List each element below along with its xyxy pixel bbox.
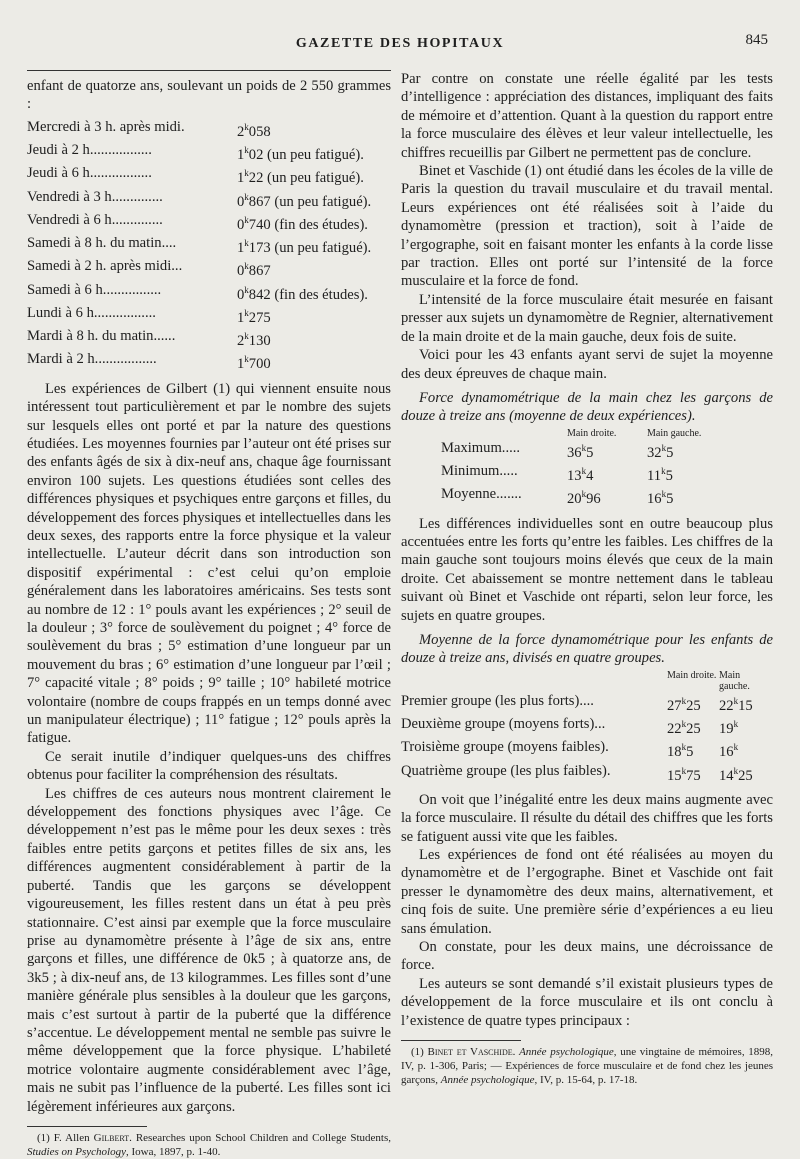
paragraph: Les chiffres de ces auteurs nous montrent clairement le développement des fonctions physiques avec l’âge. Ce développement n’est pas le même pour les deux sexes : très faibles entre petits garçons et petites filles de six ans, les différences augmentent considérablement à partir de la puberté. Tandis que les garçons se développent vigoureusement, les filles restent dans un état à peu près stationnaire. C’est ainsi par exemple que la force musculaire prise au dynamomètre présente à l’âge de six ans, entre garçons et filles, une différence de 0k5 ; à quatorze ans, de 3k5 ; à dix-neuf ans, de 13 kilogrammes. Les filles sont d’une manière générale plus sensibles à la douleur que les garçons, mais c’est surtout à partir de la puberté que la différence s’accentue. Le développement mental ne semble pas suivre le même développement que la force physique. L’habileté motrice volontaire augmente considérablement avec l’âge, mais ne subit pas l’influence de la puberté. Les filles sont ici légèrement inférieures aux garçons. bbox=[27, 785, 391, 1115]
table-row: Minimum..... 13$^k$4 11$^k$5 bbox=[441, 462, 673, 484]
paragraph: Ce serait inutile d’indiquer quelques-uns des chiffres obtenus pour faciliter la compréhension des résultats. bbox=[27, 748, 391, 784]
paragraph: Les expériences de fond ont été réalisées au moyen du dynamomètre et de l’ergographe. Binet et Vaschide ont fait presser le dynamomètre des deux mains, alternativement, et cinq fois de suite. Une première série d’expériences a eu lieu sans émulation. bbox=[401, 847, 773, 937]
table-header: Main droite. Main gauche. bbox=[567, 427, 702, 439]
table-row: Maximum..... 36$^k$5 32$^k$5 bbox=[441, 439, 674, 461]
journal-title: GAZETTE DES HOPITAUX bbox=[295, 36, 505, 51]
list-item: Samedi à 6 h................ 0$^k$842 (fin des études). bbox=[27, 281, 368, 303]
list-item: Vendredi à 6 h.............. 0$^k$740 (fin des études). bbox=[27, 211, 368, 233]
table-caption: Force dynamométrique de la main chez les garçons de douze à treize ans (moyenne de deux expériences). bbox=[401, 389, 773, 425]
paragraph: Les différences individuelles sont en outre beaucoup plus accentuées entre les forts qu’entre les faibles. Les chiffres de la main gauche sont toujours moins élevés que ceux de la main droite. Cet abaissement se montre nettement dans le tableau suivant où Binet et Vaschide ont réparti, selon leur force, les sujets en quatre groupes. bbox=[401, 515, 773, 624]
measurement-list bbox=[27, 118, 391, 374]
paragraph: On constate, pour les deux mains, une décroissance de force. bbox=[401, 939, 773, 974]
list-item: Mardi à 2 h................. 1$^k$700 bbox=[27, 351, 271, 373]
paragraph: Binet et Vaschide (1) ont étudié dans les écoles de la ville de Paris la question du travail musculaire et du travail mental. Leurs expériences ont été réalisées soit à l’aide du dynamomètre (pression et traction), soit à l’aide de l’ergographe, soit en faisant monter les enfants à la corde lisse par traction. Elles ont porté sur l’intensité de la force musculaire et la force de fond. bbox=[401, 163, 773, 290]
intro-text: enfant de quatorze ans, soulevant un poids de 2 550 grammes : bbox=[27, 78, 391, 113]
force-table bbox=[401, 428, 773, 509]
list-item: Samedi à 2 h. après midi... 0$^k$867 bbox=[27, 258, 271, 280]
table-row: Moyenne....... 20$^k$96 16$^k$5 bbox=[441, 486, 674, 508]
paragraph: Les expériences de Gilbert (1) qui viennent ensuite nous intéressent tout particulièrement et par le nombre des sujets sur lesquels elles ont porté et par la nature des questions étudiées. Les moyennes fournies par l’auteur ont été prises sur des enfants âgés de six à dix-neuf ans, chaque âge fournissant environ 100 sujets. Les questions étudiées sont celles des différences physiques et psychiques entre garçons et filles, du développement des forces physiques et intellectuelles dans les deux sexes, des rapports entre la force physique et la valeur intellectuelle. L’auteur décrit dans son introduction son dispositif expérimental : c’est celui qu’on emploie généralement dans les laboratoires américains. Ses tests sont au nombre de 12 : 1° pouls avant les expériences ; 2° seuil de la douleur ; 3° force de soulèvement du poignet ; 4° force de soulèvement du bras ; 5° estimation d’une longueur par un mouvement du bras ; 6° estimation d’une longueur par l’œil ; 7° capacité vitale ; 8° poids ; 9° taille ; 10° habileté motrice volontaire (nombre de coups frappés en un temps donné avec un manipulateur électrique) ; 11° fatigue ; 12° pouls après la fatigue. bbox=[27, 380, 391, 747]
table-row: Troisième groupe (moyens faibles). 18$^k$5 16$^k$ bbox=[401, 739, 739, 761]
list-item: Lundi à 6 h................. 1$^k$275 bbox=[27, 304, 271, 326]
footnote: (1) F. Allen Gilbert. Researches upon School Children and College Students, Studies on Psychology, Iowa, 1897, p. 1-40. bbox=[27, 1131, 392, 1158]
list-item: Mardi à 8 h. du matin...... 2$^k$130 bbox=[27, 328, 271, 350]
groups-table bbox=[401, 670, 773, 785]
top-rule bbox=[27, 70, 391, 71]
table-caption: Moyenne de la force dynamométrique pour les enfants de douze à treize ans, divisés en quatre groupes. bbox=[401, 631, 773, 667]
footnote-rule bbox=[401, 1040, 521, 1041]
table-row: Premier groupe (les plus forts).... 27$^k$25 22$^k$15 bbox=[401, 692, 753, 714]
right-column bbox=[401, 70, 773, 1087]
footnote: (1) Binet et Vaschide. Année psychologique, une vingtaine de mémoires, 1898, IV, p. 1-306, Paris; — Expériences de force musculaire et de fond chez les jeunes garçons, Année psychologique, IV, p. 15-64, p. 17-18. bbox=[401, 1046, 774, 1087]
paragraph: Les auteurs se sont demandé s’il existait plusieurs types de développement de la force musculaire et ils ont conclu à l’existence de quatre types principaux : bbox=[401, 975, 773, 1029]
left-column bbox=[27, 70, 391, 1159]
paragraph: Par contre on constate une réelle égalité par les tests d’intelligence : appréciation des distances, impliquant des faits de mémoire et d’attention. Quant à la question du rapport entre la force musculaire des élèves et leur valeur intellectuelle, les chiffres recueillis par Gilbert ne permettent pas de conclure. bbox=[401, 71, 773, 161]
page-number: 845 bbox=[745, 32, 768, 48]
table-row: Deuxième groupe (moyens forts)... 22$^k$25 19$^k$ bbox=[401, 716, 739, 737]
table-row: Quatrième groupe (les plus faibles). 15$^k$75 14$^k$25 bbox=[401, 762, 753, 784]
list-item: Vendredi à 3 h.............. 0$^k$867 (un peu fatigué). bbox=[27, 188, 372, 210]
paragraph: L’intensité de la force musculaire était mesurée en faisant presser aux sujets un dynamomètre de Regnier, alternativement de la main droite et de la main gauche, deux fois de suite. bbox=[401, 291, 773, 345]
list-item: Samedi à 8 h. du matin.... 1$^k$173 (un peu fatigué). bbox=[27, 235, 372, 256]
footnote-rule bbox=[27, 1126, 147, 1127]
list-item: Jeudi à 2 h................. 1$^k$02 (un peu fatigué). bbox=[27, 142, 364, 163]
paragraph: Voici pour les 43 enfants ayant servi de sujet la moyenne des deux épreuves de chaque main. bbox=[401, 347, 773, 382]
paragraph: On voit que l’inégalité entre les deux mains augmente avec la force musculaire. Il résulte du détail des chiffres que les forts se fatiguent aussi vite que les faibles. bbox=[401, 791, 773, 845]
page-header bbox=[30, 30, 770, 56]
table-header: Main droite. Main gauche. bbox=[667, 669, 750, 692]
list-item: Mercredi à 3 h. après midi. 2$^k$058 bbox=[27, 118, 271, 140]
list-item: Jeudi à 6 h................. 1$^k$22 (un peu fatigué). bbox=[27, 165, 364, 187]
